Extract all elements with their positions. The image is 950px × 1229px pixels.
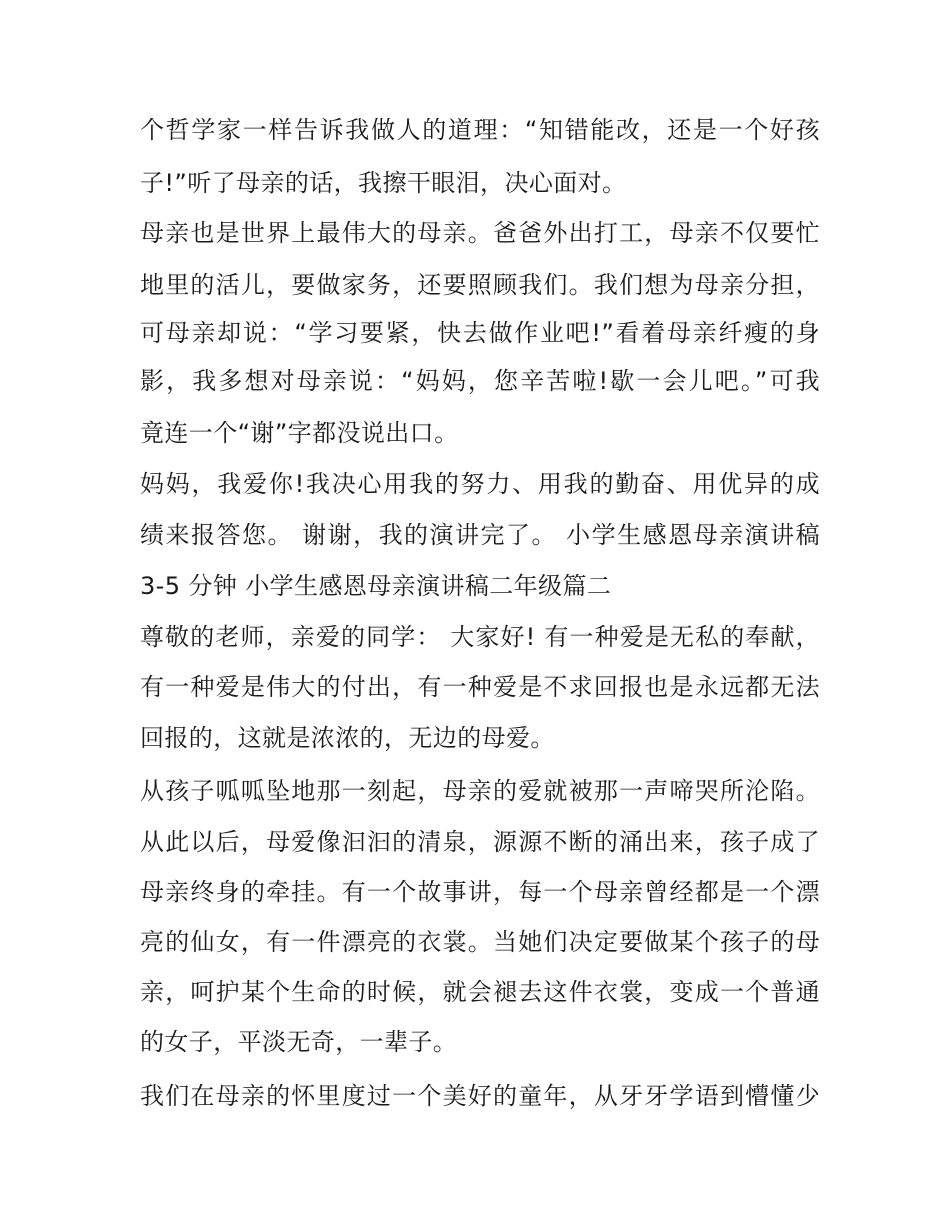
text-line: 有一种爱是伟大的付出，有一种爱是不求回报也是永远都无法	[140, 673, 820, 701]
text-line: 亮的仙女，有一件漂亮的衣裳。当她们决定要做某个孩子的母	[140, 928, 820, 956]
text-line: 母亲也是世界上最伟大的母亲。爸爸外出打工，母亲不仅要忙	[140, 219, 820, 247]
text-line: 的女子，平淡无奇，一辈子。	[140, 1028, 458, 1056]
text-line: 尊敬的老师，亲爱的同学： 大家好! 有一种爱是无私的奉献，	[140, 623, 820, 651]
text-line: 亲，呵护某个生命的时候，就会褪去这件衣裳，变成一个普通	[140, 978, 820, 1006]
text-line: 竟连一个“谢”字都没说出口。	[140, 419, 459, 447]
text-line: 从孩子呱呱坠地那一刻起，母亲的爱就被那一声啼哭所沦陷。	[140, 777, 820, 805]
text-line: 回报的，这就是浓浓的，无边的母爱。	[140, 724, 555, 752]
text-line: 我们在母亲的怀里度过一个美好的童年，从牙牙学语到懵懂少	[140, 1082, 820, 1110]
text-line: 绩来报答您。 谢谢，我的演讲完了。 小学生感恩母亲演讲稿	[140, 521, 820, 549]
text-line: 可母亲却说：“学习要紧，快去做作业吧!”看着母亲纤瘦的身	[140, 319, 820, 347]
text-line: 3-5 分钟 小学生感恩母亲演讲稿二年级篇二	[140, 572, 612, 600]
text-line: 子!”听了母亲的话，我擦干眼泪，决心面对。	[140, 169, 627, 197]
text-line: 母亲终身的牵挂。有一个故事讲，每一个母亲曾经都是一个漂	[140, 878, 820, 906]
text-line: 地里的活儿，要做家务，还要照顾我们。我们想为母亲分担，	[140, 271, 820, 299]
text-line: 个哲学家一样告诉我做人的道理：“知错能改，还是一个好孩	[140, 116, 820, 144]
text-line: 影，我多想对母亲说：“妈妈，您辛苦啦!歇一会儿吧。”可我	[140, 367, 820, 395]
text-line: 妈妈，我爱你!我决心用我的努力、用我的勤奋、用优异的成	[140, 470, 820, 498]
text-line: 从此以后，母爱像汩汩的清泉，源源不断的涌出来，孩子成了	[140, 828, 820, 856]
